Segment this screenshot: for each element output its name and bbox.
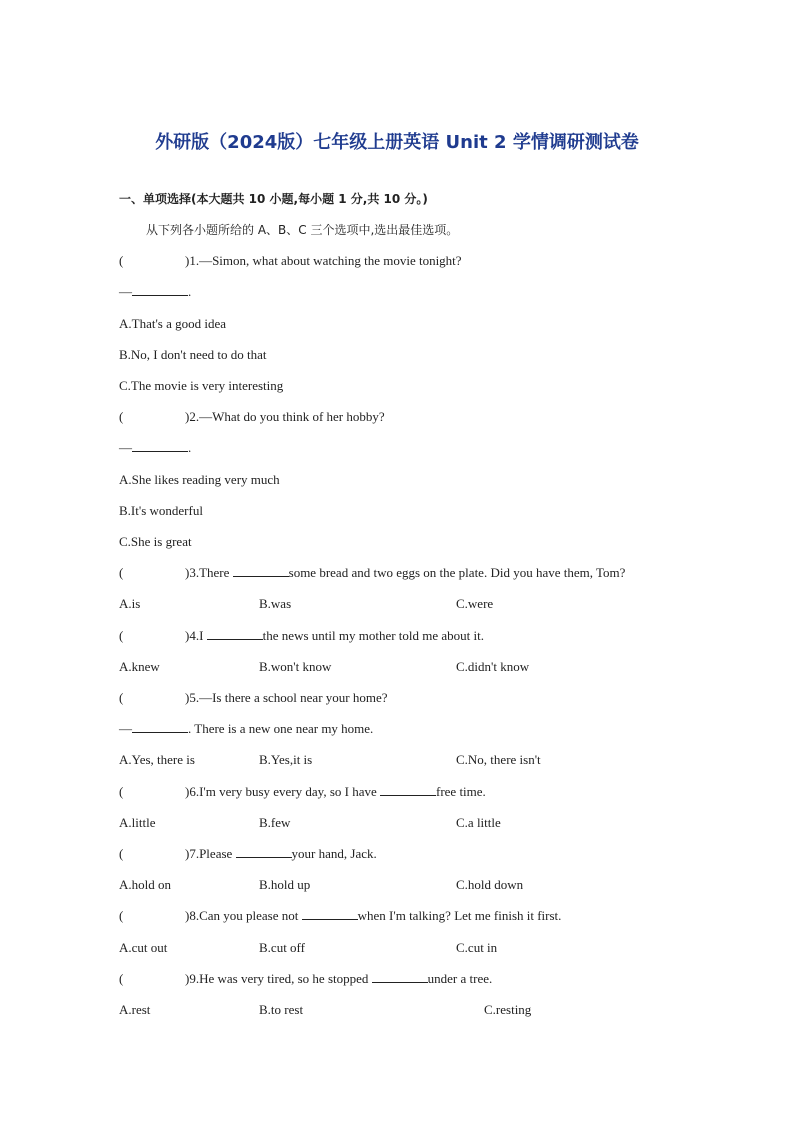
section-heading: 一、单项选择(本大题共 10 小题,每小题 1 分,共 10 分。) [119,192,428,206]
dash: — [119,440,132,455]
question-5-option-b: B.Yes,it is [259,752,313,767]
answer-blank [372,972,428,983]
question-1-response [119,284,191,300]
question-text: )1.—Simon, what about watching the movie tonight? [185,253,462,268]
period: . [188,284,192,299]
question-9-option-b: B.to rest [259,1002,304,1017]
answer-paren: ( [119,628,124,643]
question-text: )4.I [185,628,207,643]
question-5-response [119,721,373,737]
question-text: )7.Please [185,846,236,861]
answer-paren: ( [119,846,124,861]
question-4-option-c: C.didn't know [456,659,530,674]
answer-paren: ( [119,253,124,268]
question-text: when I'm talking? Let me finish it first. [357,908,562,923]
question-1-option-c: C.The movie is very interesting [119,378,284,393]
dash: — [119,284,132,299]
answer-blank [236,847,292,858]
question-7-option-c: C.hold down [456,877,524,892]
question-text: )3.There [185,565,233,580]
question-5-stem [119,690,388,706]
answer-blank [233,566,289,577]
question-1-option-a: A.That's a good idea [119,316,227,331]
answer-blank [132,285,188,296]
question-text: some bread and two eggs on the plate. Did you have them, Tom? [288,565,626,580]
question-8-option-c: C.cut in [456,940,498,955]
question-3-option-c: C.were [456,596,494,611]
question-text: your hand, Jack. [291,846,377,861]
question-4-stem [119,628,484,644]
question-text: the news until my mother told me about it. [262,628,485,643]
question-2-option-c: C.She is great [119,534,192,549]
answer-blank [380,785,436,796]
answer-paren: ( [119,565,124,580]
question-3-option-b: B.was [259,596,292,611]
question-text: under a tree. [427,971,493,986]
answer-paren: ( [119,690,124,705]
question-4-option-b: B.won't know [259,659,332,674]
question-6-option-b: B.few [259,815,291,830]
question-8-stem [119,908,561,924]
question-text: )9.He was very tired, so he stopped [185,971,372,986]
dash: — [119,721,132,736]
period: . [188,440,192,455]
question-1-stem [119,253,462,269]
question-7-option-a: A.hold on [119,877,171,892]
question-text: )8.Can you please not [185,908,302,923]
question-3-option-a: A.is [119,596,141,611]
answer-blank [132,722,188,733]
question-text: )6.I'm very busy every day, so I have [185,784,380,799]
question-text: )5.—Is there a school near your home? [185,690,388,705]
question-9-option-a: A.rest [119,1002,151,1017]
question-6-option-c: C.a little [456,815,501,830]
question-text: )2.—What do you think of her hobby? [185,409,385,424]
question-5-option-a: A.Yes, there is [119,752,195,767]
answer-blank [132,441,188,452]
page-title: 外研版（2024版）七年级上册英语 Unit 2 学情调研测试卷 [155,132,639,153]
answer-blank [207,629,263,640]
question-7-stem [119,846,377,862]
answer-paren: ( [119,784,124,799]
answer-paren: ( [119,409,124,424]
question-7-option-b: B.hold up [259,877,311,892]
question-3-stem [119,565,625,581]
section-instruction: 从下列各小题所给的 A、B、C 三个选项中,选出最佳选项。 [146,223,459,237]
question-2-stem [119,409,385,425]
question-9-option-c: C.resting [484,1002,532,1017]
answer-blank [302,909,358,920]
question-text: . There is a new one near my home. [188,721,374,736]
question-6-stem [119,784,486,800]
answer-paren: ( [119,908,124,923]
question-2-option-a: A.She likes reading very much [119,472,280,487]
question-6-option-a: A.little [119,815,156,830]
question-9-stem [119,971,492,987]
question-2-response [119,440,191,456]
question-2-option-b: B.It's wonderful [119,503,203,518]
question-4-option-a: A.knew [119,659,160,674]
question-8-option-b: B.cut off [259,940,305,955]
question-8-option-a: A.cut out [119,940,168,955]
question-1-option-b: B.No, I don't need to do that [119,347,267,362]
question-text: free time. [436,784,486,799]
question-5-option-c: C.No, there isn't [456,752,541,767]
answer-paren: ( [119,971,124,986]
